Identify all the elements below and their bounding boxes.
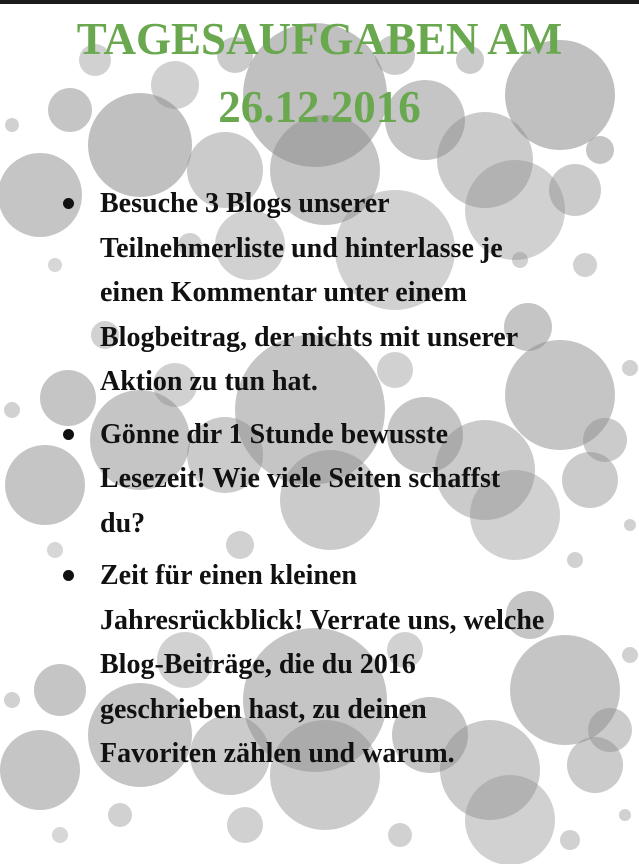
page-title (0, 6, 639, 141)
top-border (0, 0, 639, 4)
task-text: Besuche 3 Blogs unserer Teilnehmerliste und hinterlasse je einen Kommentar unter einem Blogbeitrag, der nichts mit unserer Aktion zu tun hat. (100, 188, 518, 397)
task-item-reading (100, 413, 550, 547)
task-text: Gönne dir 1 Stunde bewusste Lesezeit! Wie viele Seiten schaffst du? (100, 418, 501, 539)
task-text: Zeit für einen kleinen Jahresrückblick! Verrate uns, welche Blog-Beiträge, die du 2016 geschrieben hast, zu deinen Favoriten zählen und warum. (100, 560, 545, 769)
title-line-1: TAGESAUFGABEN AM (76, 14, 563, 64)
bullet-icon (63, 570, 74, 581)
task-list (100, 182, 550, 785)
task-item-review (100, 554, 550, 777)
bullet-icon (63, 198, 74, 209)
task-item-blogs (100, 182, 550, 405)
bullet-icon (63, 429, 74, 440)
title-date: 26.12.2016 (218, 81, 421, 132)
